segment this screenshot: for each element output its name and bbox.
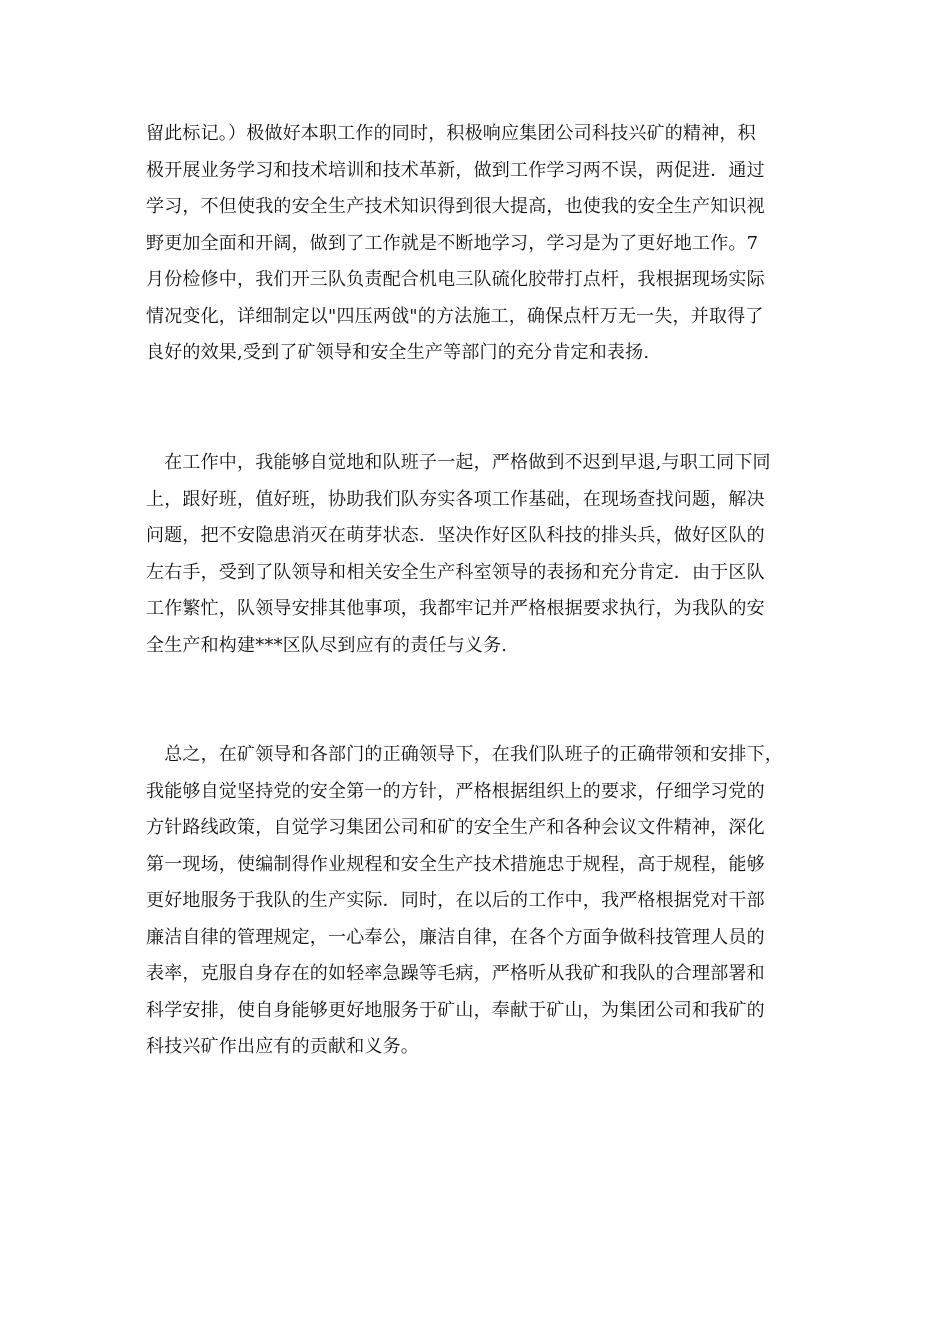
paragraph-summary bbox=[146, 737, 832, 1066]
text-line: 月份检修中，我们开三队负责配合机电三队硫化胶带打点杆，我根据现场实际 bbox=[146, 269, 765, 290]
paragraph-study-and-maintenance bbox=[146, 116, 832, 372]
text-line: 表率，克服自身存在的如轻率急躁等毛病，严格听从我矿和我队的合理部署和 bbox=[146, 963, 765, 984]
text-line: 科技兴矿作出应有的贡献和义务。 bbox=[146, 1036, 419, 1057]
text-line: 我能够自觉坚持党的安全第一的方针，严格根据组织上的要求，仔细学习党的 bbox=[146, 780, 765, 802]
text-line: 学习，不但使我的安全生产技术知识得到很大提高，也使我的安全生产知识视 bbox=[146, 196, 765, 217]
text-line: 左右手，受到了队领导和相关安全生产科室领导的表扬和充分肯定．由于区队 bbox=[146, 561, 765, 583]
text-line: 极开展业务学习和技术培训和技术革新，做到工作学习两不误，两促进．通过 bbox=[146, 159, 765, 181]
text-line: 情况变化，详细制定以"四压两戗"的方法施工，确保点杆万无一失，并取得了 bbox=[146, 305, 764, 327]
text-line: 在工作中，我能够自觉地和队班子一起，严格做到不迟到早退,与职工同下同 bbox=[146, 452, 771, 473]
text-line: 廉洁自律的管理规定，一心奉公，廉洁自律，在各个方面争做科技管理人员的 bbox=[146, 926, 765, 948]
text-line: 全生产和构建***区队尽到应有的责任与义务. bbox=[146, 634, 508, 656]
paragraph-work-attitude bbox=[146, 445, 832, 664]
text-line: 良好的效果,受到了矿领导和安全生产等部门的充分肯定和表扬. bbox=[146, 342, 650, 363]
text-line: 总之，在矿领导和各部门的正确领导下，在我们队班子的正确带领和安排下， bbox=[146, 744, 783, 765]
text-line: 留此标记。）极做好本职工作的同时，积极响应集团公司科技兴矿的精神，积 bbox=[146, 123, 756, 144]
text-line: 方针路线政策，自觉学习集团公司和矿的安全生产和各种会议文件精神，深化 bbox=[146, 817, 765, 838]
text-line: 问题，把不安隐患消灭在萌芽状态．坚决作好区队科技的排头兵，做好区队的 bbox=[146, 525, 765, 546]
text-line: 第一现场，使编制得作业规程和安全生产技术措施忠于规程，高于规程，能够 bbox=[146, 853, 765, 875]
text-line: 上，跟好班，值好班，协助我们队夯实各项工作基础，在现场查找问题，解决 bbox=[146, 488, 765, 510]
text-line: 工作繁忙，队领导安排其他事项，我都牢记并严格根据要求执行，为我队的安 bbox=[146, 598, 765, 619]
text-line: 野更加全面和开阔，做到了工作就是不断地学习，学习是为了更好地工作。7 bbox=[146, 232, 759, 254]
text-line: 更好地服务于我队的生产实际．同时，在以后的工作中，我严格根据党对干部 bbox=[146, 890, 765, 911]
text-line: 科学安排，使自身能够更好地服务于矿山，奉献于矿山，为集团公司和我矿的 bbox=[146, 999, 765, 1021]
